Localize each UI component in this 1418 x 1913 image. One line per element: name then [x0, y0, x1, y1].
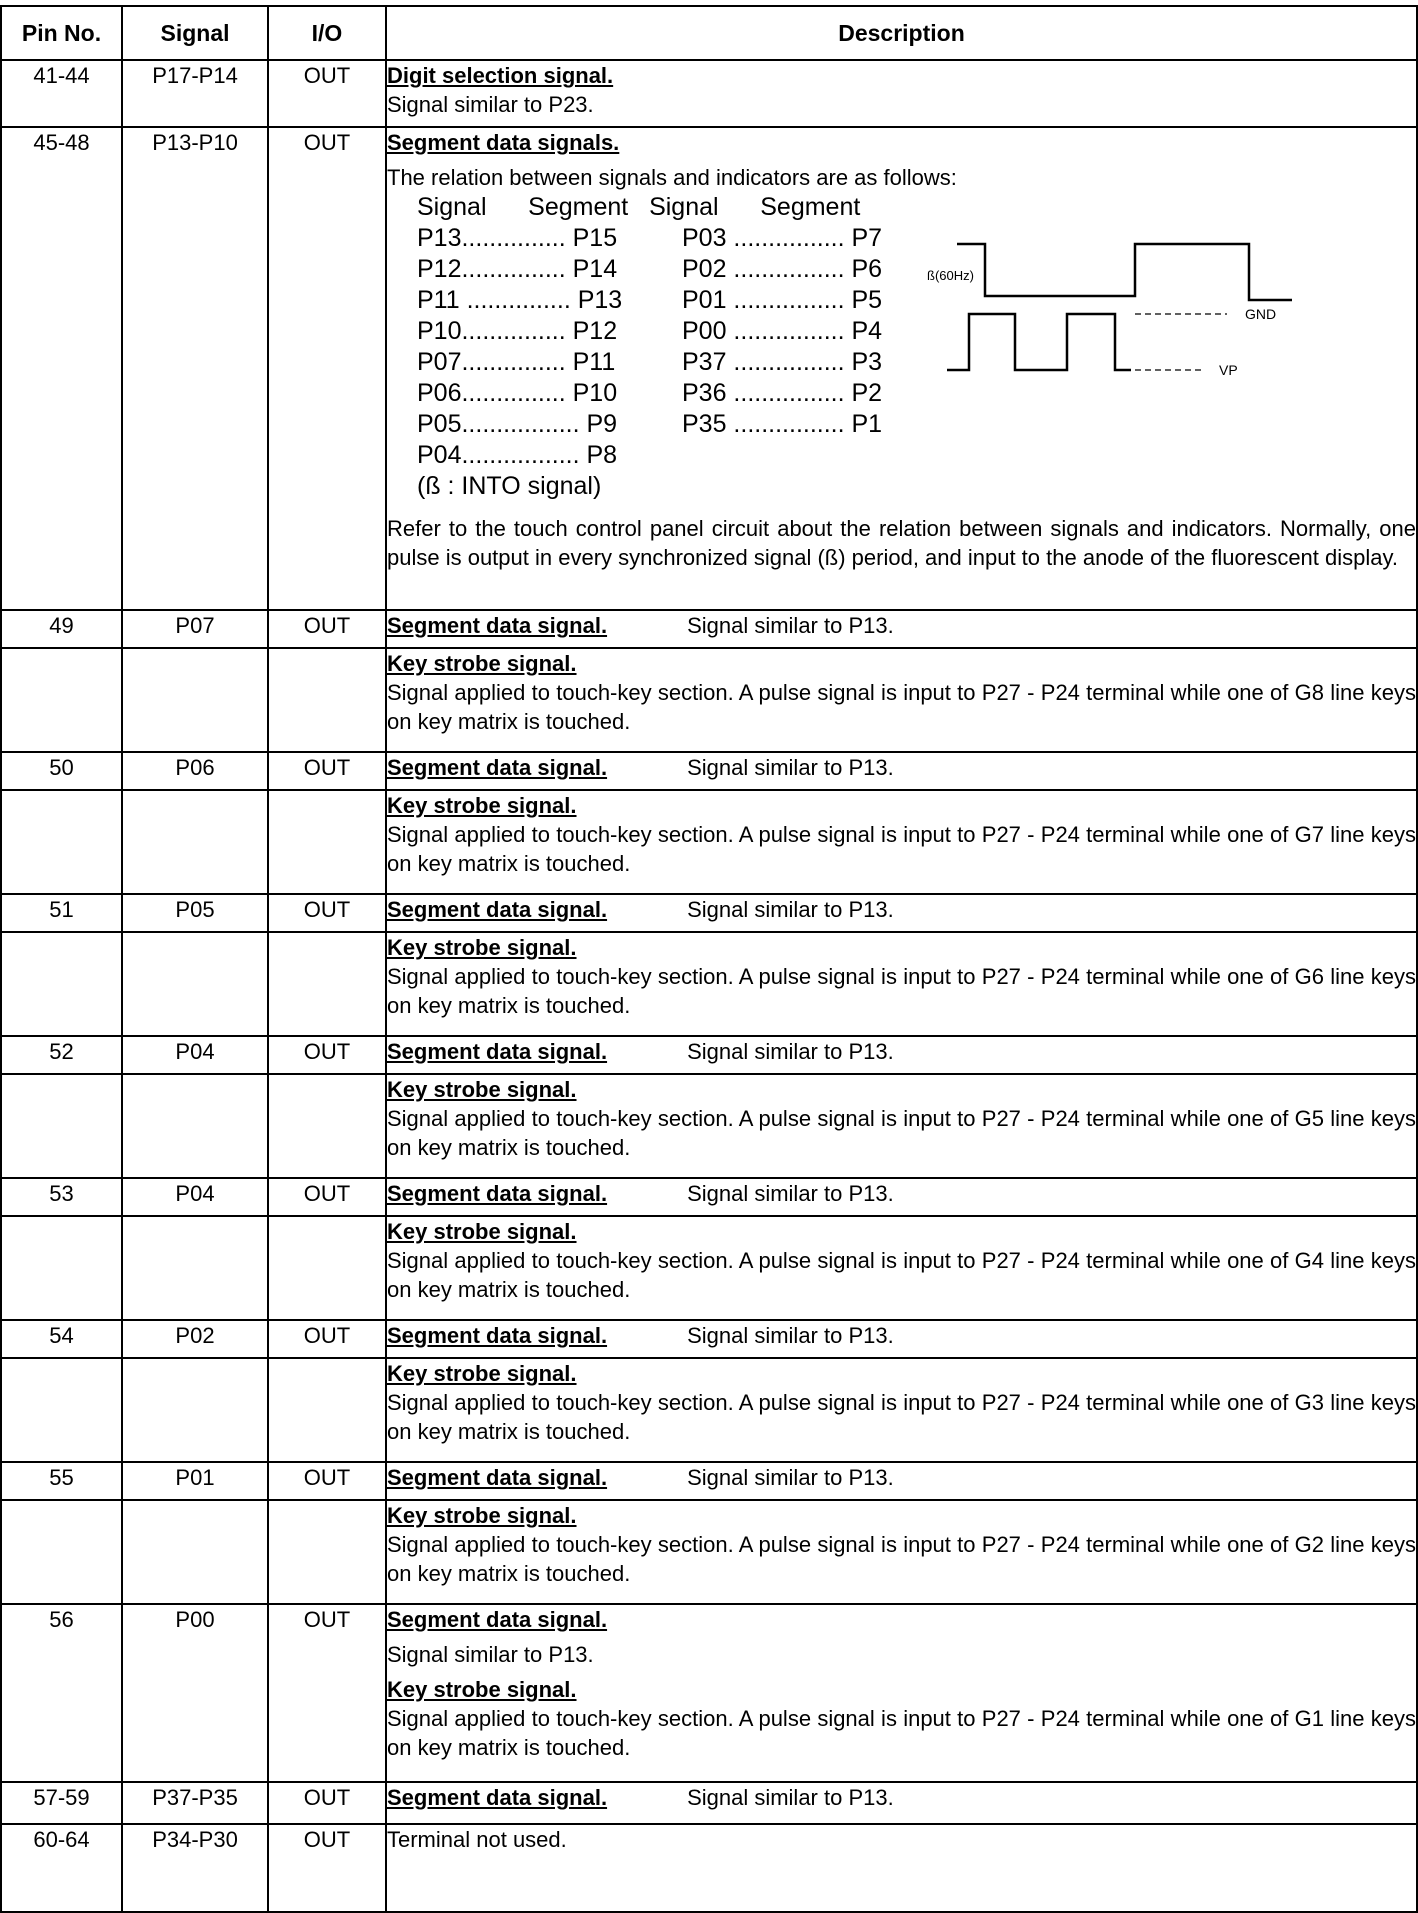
empty-cell: [1, 1358, 122, 1462]
table-row: [1, 1782, 1417, 1824]
segment-map-list: [417, 192, 942, 502]
key-strobe-text: Signal applied to touch-key section. A pulse signal is input to P27 - P24 terminal while one of G3 line keys on key matrix is touched.: [387, 1390, 1416, 1444]
pin-cell: 41-44: [1, 60, 122, 127]
key-strobe-text: Signal applied to touch-key section. A pulse signal is input to P27 - P24 terminal while one of G2 line keys on key matrix is touched.: [387, 1532, 1416, 1586]
pin-cell: 55: [1, 1462, 122, 1500]
header-description: Description: [386, 6, 1417, 60]
description-cell: [386, 894, 1417, 932]
segment-data-title: Segment data signal.: [387, 1181, 608, 1206]
timing-waveform-diagram: [927, 244, 1337, 394]
empty-cell: [122, 932, 268, 1036]
table-row: [1, 932, 1417, 1036]
sync-waveform: [957, 244, 1292, 300]
pin-cell: 54: [1, 1320, 122, 1358]
table-row: [1, 1358, 1417, 1462]
empty-cell: [122, 790, 268, 894]
key-strobe-title: Key strobe signal.: [387, 1219, 577, 1244]
table-row: [1, 1320, 1417, 1358]
signal-cell: P04: [122, 1178, 268, 1216]
empty-cell: [1, 790, 122, 894]
table-row: [1, 894, 1417, 932]
table-row: [1, 1604, 1417, 1782]
segment-map: [387, 192, 1416, 508]
pin-cell: 52: [1, 1036, 122, 1074]
segment-data-text: Signal similar to P13.: [687, 897, 894, 922]
pin-cell: 50: [1, 752, 122, 790]
segment-data-text: Signal similar to P13.: [687, 1323, 894, 1348]
io-cell: OUT: [268, 752, 386, 790]
description-cell: [386, 610, 1417, 648]
description-cell: [386, 1500, 1417, 1604]
description-cell: [386, 752, 1417, 790]
description-text: Signal similar to P23.: [387, 92, 594, 117]
key-strobe-text: Signal applied to touch-key section. A pulse signal is input to P27 - P24 terminal while one of G7 line keys on key matrix is touched.: [387, 822, 1416, 876]
segment-map-row: P05................. P9 P35 ................ P1: [417, 410, 883, 438]
empty-cell: [122, 1358, 268, 1462]
key-strobe-text: Signal applied to touch-key section. A pulse signal is input to P27 - P24 terminal while one of G8 line keys on key matrix is touched.: [387, 680, 1416, 734]
empty-cell: [122, 1074, 268, 1178]
description-cell: [386, 1604, 1417, 1782]
relation-intro: The relation between signals and indicators are as follows:: [387, 165, 957, 190]
segment-data-title: Segment data signal.: [387, 1323, 608, 1348]
description-cell: [386, 1462, 1417, 1500]
table-row: [1, 752, 1417, 790]
segment-map-row: P06............... P10 P36 ................ P2: [417, 379, 883, 407]
signal-cell: P34-P30: [122, 1824, 268, 1912]
signal-cell: P17-P14: [122, 60, 268, 127]
into-signal-note: (ß : INTO signal): [417, 472, 602, 500]
key-strobe-text: Signal applied to touch-key section. A pulse signal is input to P27 - P24 terminal while one of G6 line keys on key matrix is touched.: [387, 964, 1416, 1018]
description-cell: [386, 1782, 1417, 1824]
terminal-not-used-text: Terminal not used.: [387, 1827, 567, 1852]
table-row: [1, 1074, 1417, 1178]
empty-cell: [1, 1500, 122, 1604]
io-cell: OUT: [268, 1782, 386, 1824]
segment-map-row: P13............... P15 P03 ................ P7: [417, 224, 883, 252]
pin-cell: 49: [1, 610, 122, 648]
signal-cell: P37-P35: [122, 1782, 268, 1824]
sync-label: ß(60Hz): [927, 268, 974, 283]
pin-cell: 45-48: [1, 127, 122, 610]
table-row: [1, 1824, 1417, 1912]
empty-cell: [1, 1216, 122, 1320]
table-row: [1, 1462, 1417, 1500]
segment-data-title: Segment data signal.: [387, 1785, 608, 1810]
key-strobe-title: Key strobe signal.: [387, 1503, 577, 1528]
key-strobe-title: Key strobe signal.: [387, 651, 577, 676]
key-strobe-text: Signal applied to touch-key section. A pulse signal is input to P27 - P24 terminal while one of G5 line keys on key matrix is touched.: [387, 1106, 1416, 1160]
segment-map-row: P11 ............... P13 P01 ................ P5: [417, 286, 883, 314]
pin-cell: 51: [1, 894, 122, 932]
description-cell: [386, 1320, 1417, 1358]
empty-cell: [122, 648, 268, 752]
empty-cell: [1, 932, 122, 1036]
io-cell: OUT: [268, 1462, 386, 1500]
empty-cell: [268, 932, 386, 1036]
header-io: I/O: [268, 6, 386, 60]
empty-cell: [268, 1500, 386, 1604]
header-pin-no: Pin No.: [1, 6, 122, 60]
key-strobe-title: Key strobe signal.: [387, 1077, 577, 1102]
signal-cell: P05: [122, 894, 268, 932]
segment-map-row: P07............... P11 P37 ................ P3: [417, 348, 883, 376]
io-cell: OUT: [268, 1320, 386, 1358]
signal-cell: P07: [122, 610, 268, 648]
header-signal: Signal: [122, 6, 268, 60]
description-cell: [386, 1358, 1417, 1462]
relation-footer: Refer to the touch control panel circuit about the relation between signals and indicators. Normally, one pulse is output in every synchronized signal (ß) period, and input to the anode of the fluorescent display.: [387, 516, 1416, 570]
segment-data-signals-title: Segment data signals.: [387, 130, 620, 155]
io-cell: OUT: [268, 1036, 386, 1074]
description-cell: [386, 790, 1417, 894]
key-strobe-text: Signal applied to touch-key section. A pulse signal is input to P27 - P24 terminal while one of G1 line keys on key matrix is touched.: [387, 1706, 1416, 1760]
table-row: [1, 610, 1417, 648]
segment-data-text: Signal similar to P13.: [687, 1465, 894, 1490]
description-cell: [386, 1036, 1417, 1074]
signal-cell: P00: [122, 1604, 268, 1782]
segment-data-text: Signal similar to P13.: [687, 1181, 894, 1206]
segment-data-text: Signal similar to P13.: [687, 613, 894, 638]
description-cell: [386, 1824, 1417, 1912]
pin-cell: 53: [1, 1178, 122, 1216]
empty-cell: [1, 648, 122, 752]
pin-cell: 56: [1, 1604, 122, 1782]
table-row: [1, 60, 1417, 127]
segment-data-text: Signal similar to P13.: [687, 1039, 894, 1064]
key-strobe-title: Key strobe signal.: [387, 935, 577, 960]
signal-cell: P01: [122, 1462, 268, 1500]
empty-cell: [268, 1074, 386, 1178]
segment-data-text: Signal similar to P13.: [387, 1642, 594, 1667]
segment-data-title: Segment data signal.: [387, 613, 608, 638]
table-row: [1, 1036, 1417, 1074]
table-row: [1, 1216, 1417, 1320]
signal-cell: P02: [122, 1320, 268, 1358]
pulse-waveform: [947, 314, 1131, 370]
io-cell: OUT: [268, 1604, 386, 1782]
empty-cell: [268, 790, 386, 894]
io-cell: OUT: [268, 60, 386, 127]
segment-map-row: P10............... P12 P00 ................ P4: [417, 317, 883, 345]
segment-data-text: Signal similar to P13.: [687, 755, 894, 780]
segment-map-header: Signal Segment Signal Segment: [417, 193, 861, 221]
signal-cell: P06: [122, 752, 268, 790]
pin-cell: 60-64: [1, 1824, 122, 1912]
key-strobe-title: Key strobe signal.: [387, 793, 577, 818]
segment-data-title: Segment data signal.: [387, 897, 608, 922]
table-row: [1, 648, 1417, 752]
io-cell: OUT: [268, 1824, 386, 1912]
signal-cell: P13-P10: [122, 127, 268, 610]
description-cell: [386, 127, 1417, 610]
io-cell: OUT: [268, 127, 386, 610]
empty-cell: [122, 1500, 268, 1604]
digit-selection-title: Digit selection signal.: [387, 63, 614, 88]
key-strobe-title: Key strobe signal.: [387, 1361, 577, 1386]
io-cell: OUT: [268, 894, 386, 932]
empty-cell: [1, 1074, 122, 1178]
description-cell: [386, 932, 1417, 1036]
io-cell: OUT: [268, 1178, 386, 1216]
description-cell: [386, 648, 1417, 752]
segment-data-text: Signal similar to P13.: [687, 1785, 894, 1810]
segment-data-title: Segment data signal.: [387, 755, 608, 780]
vp-label: VP: [1219, 362, 1238, 378]
segment-data-title: Segment data signal.: [387, 1039, 608, 1064]
description-cell: [386, 1216, 1417, 1320]
key-strobe-title: Key strobe signal.: [387, 1677, 577, 1702]
empty-cell: [268, 1358, 386, 1462]
description-cell: [386, 1074, 1417, 1178]
io-cell: OUT: [268, 610, 386, 648]
segment-data-title: Segment data signal.: [387, 1607, 608, 1632]
gnd-label: GND: [1245, 306, 1277, 322]
header-row: [1, 6, 1417, 60]
signal-cell: P04: [122, 1036, 268, 1074]
segment-map-row: P04................. P8: [417, 441, 618, 469]
pin-cell: 57-59: [1, 1782, 122, 1824]
pin-description-table: [0, 5, 1418, 1913]
empty-cell: [268, 1216, 386, 1320]
description-cell: [386, 1178, 1417, 1216]
key-strobe-text: Signal applied to touch-key section. A pulse signal is input to P27 - P24 terminal while one of G4 line keys on key matrix is touched.: [387, 1248, 1416, 1302]
table-row: [1, 1500, 1417, 1604]
empty-cell: [268, 648, 386, 752]
segment-data-title: Segment data signal.: [387, 1465, 608, 1490]
empty-cell: [122, 1216, 268, 1320]
table-row: [1, 790, 1417, 894]
description-cell: [386, 60, 1417, 127]
segment-map-row: P12............... P14 P02 ................ P6: [417, 255, 883, 283]
table-row: [1, 127, 1417, 610]
table-row: [1, 1178, 1417, 1216]
